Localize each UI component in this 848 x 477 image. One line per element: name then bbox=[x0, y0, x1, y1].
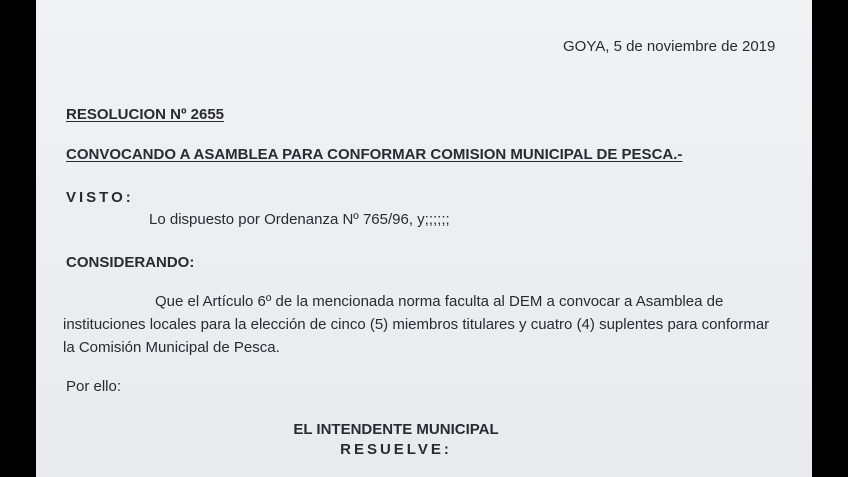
considerando-paragraph bbox=[63, 290, 773, 359]
considerando-line: la Comisión Municipal de Pesca. bbox=[63, 339, 280, 356]
resolution-subject: CONVOCANDO A ASAMBLEA PARA CONFORMAR COMISION MUNICIPAL DE PESCA.- bbox=[66, 146, 683, 163]
visto-heading: VISTO: bbox=[66, 189, 134, 206]
considerando-heading: CONSIDERANDO: bbox=[66, 254, 195, 271]
resuelve-heading: RESUELVE: bbox=[340, 441, 452, 458]
signatory-title: EL INTENDENTE MUNICIPAL bbox=[293, 421, 499, 438]
document-date: GOYA, 5 de noviembre de 2019 bbox=[563, 38, 776, 55]
visto-text: Lo dispuesto por Ordenanza Nº 765/96, y;;;;;; bbox=[149, 211, 450, 228]
por-ello-text: Por ello: bbox=[66, 378, 122, 395]
resolution-number: RESOLUCION Nº 2655 bbox=[66, 106, 225, 123]
considerando-line: Que el Artículo 6º de la mencionada norma faculta al DEM a convocar a Asamblea de bbox=[155, 293, 724, 310]
document-page bbox=[36, 0, 812, 477]
considerando-line: instituciones locales para la elección de cinco (5) miembros titulares y cuatro (4) suplentes para conformar bbox=[63, 316, 770, 333]
